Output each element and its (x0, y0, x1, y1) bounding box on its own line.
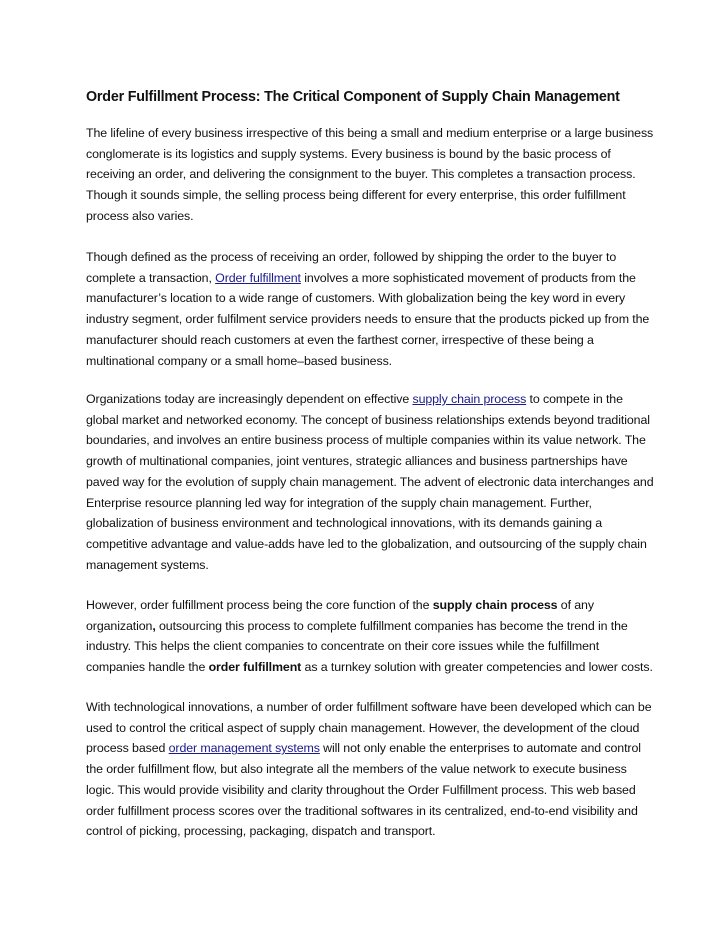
text-fragment: However, order fulfillment process being the core function of the (86, 598, 433, 612)
text-line: logic. This would provide visibility and clarity throughout the Order Fulfillment process. This web based (86, 782, 636, 797)
text-line (86, 268, 646, 289)
text-line (86, 595, 646, 616)
text-fragment: Organizations today are increasingly dependent on effective (86, 392, 413, 406)
text-line: Though it sounds simple, the selling process being different for every enterprise, this order fulfillment (86, 188, 626, 203)
text-line: control of picking, processing, packaging, dispatch and transport. (86, 824, 436, 839)
text-fragment: process based (86, 741, 169, 756)
text-line (86, 738, 646, 759)
bold-phrase: supply chain process (432, 598, 558, 612)
text-fragment: to compete in the (526, 392, 623, 406)
text-line: global market and networked economy. The concept of business relationships extends beyond traditional (86, 412, 650, 427)
text-line (86, 657, 653, 678)
text-line: management systems. (86, 557, 209, 572)
text-line: The lifeline of every business irrespective of this being a small and medium enterprise or a large business (86, 126, 654, 140)
text-line: manufacturer’s location to a wide range of customers. With globalization being the key word in every (86, 291, 626, 306)
text-fragment: companies handle the (86, 660, 209, 675)
paragraph-organizations (86, 389, 654, 575)
text-line: conglomerate is its logistics and supply systems. Every business is bound by the basic process of (86, 146, 611, 161)
text-line: Though defined as the process of receiving an order, followed by shipping the order to the buyer to (86, 250, 617, 264)
paragraph-outsourcing (86, 595, 653, 678)
paragraph-software (86, 697, 652, 842)
text-line: the order fulfillment flow, but also integrate all the members of the value network to execute business (86, 762, 627, 777)
text-line (86, 616, 646, 637)
text-fragment: as a turnkey solution with greater competencies and lower costs. (301, 660, 653, 675)
text-line: competitive advantage and value-adds have led to the globalization, and outsourcing of the supply chain (86, 536, 647, 551)
text-line: manufacturer should reach customers at even the farthest corner, irrespective of these being a (86, 332, 594, 347)
text-line: process also varies. (86, 208, 194, 223)
text-fragment: will not only enable the enterprises to automate and control (319, 741, 641, 756)
text-fragment: of any (557, 598, 594, 612)
text-line: multinational company or a small home–based business. (86, 353, 393, 368)
text-fragment: complete a transaction, (86, 270, 216, 285)
text-line: growth of multinational companies, joint ventures, strategic alliances and business partnerships have (86, 454, 628, 469)
bold-phrase: order fulfillment (208, 660, 302, 675)
order-management-systems-link[interactable]: order management systems (168, 741, 320, 756)
text-line (86, 389, 646, 410)
paragraph-definition (86, 247, 650, 371)
text-line: industry segment, order fulfilment service providers needs to ensure that the products picked up from the (86, 312, 650, 327)
bold-comma: , (152, 618, 156, 633)
text-line: receiving an order, and delivering the consignment to the buyer. This completes a transaction process. (86, 167, 636, 182)
text-fragment: outsourcing this process to complete fulfillment companies has become the trend in the (155, 618, 628, 633)
text-fragment: organization (86, 618, 153, 633)
document-title: Order Fulfillment Process: The Critical Component of Supply Chain Management (86, 89, 620, 105)
text-line: With technological innovations, a number of order fulfillment software have been developed which can be (86, 700, 652, 714)
text-line: paved way for the evolution of supply chain management. The advent of electronic data interchanges and (86, 474, 654, 489)
text-fragment: involves a more sophisticated movement of products from the (300, 270, 636, 285)
text-line: industry. This helps the client companies to concentrate on their core issues while the fulfillment (86, 639, 600, 654)
text-line: order fulfillment process scores over the traditional softwares in its centralized, end-to-end visibility and (86, 803, 638, 818)
order-fulfillment-link[interactable]: Order fulfillment (215, 270, 301, 285)
paragraph-intro (86, 123, 654, 227)
text-line: globalization of business environment and technological innovations, with its demands gaining a (86, 516, 603, 531)
text-line: boundaries, and involves an entire business process of multiple companies within its value network. The (86, 433, 646, 448)
supply-chain-process-link[interactable]: supply chain process (412, 392, 527, 406)
text-line: used to control the critical aspect of supply chain management. However, the development of the cloud (86, 720, 640, 735)
text-line: Enterprise resource planning led way for integration of the supply chain management. Further, (86, 495, 592, 510)
